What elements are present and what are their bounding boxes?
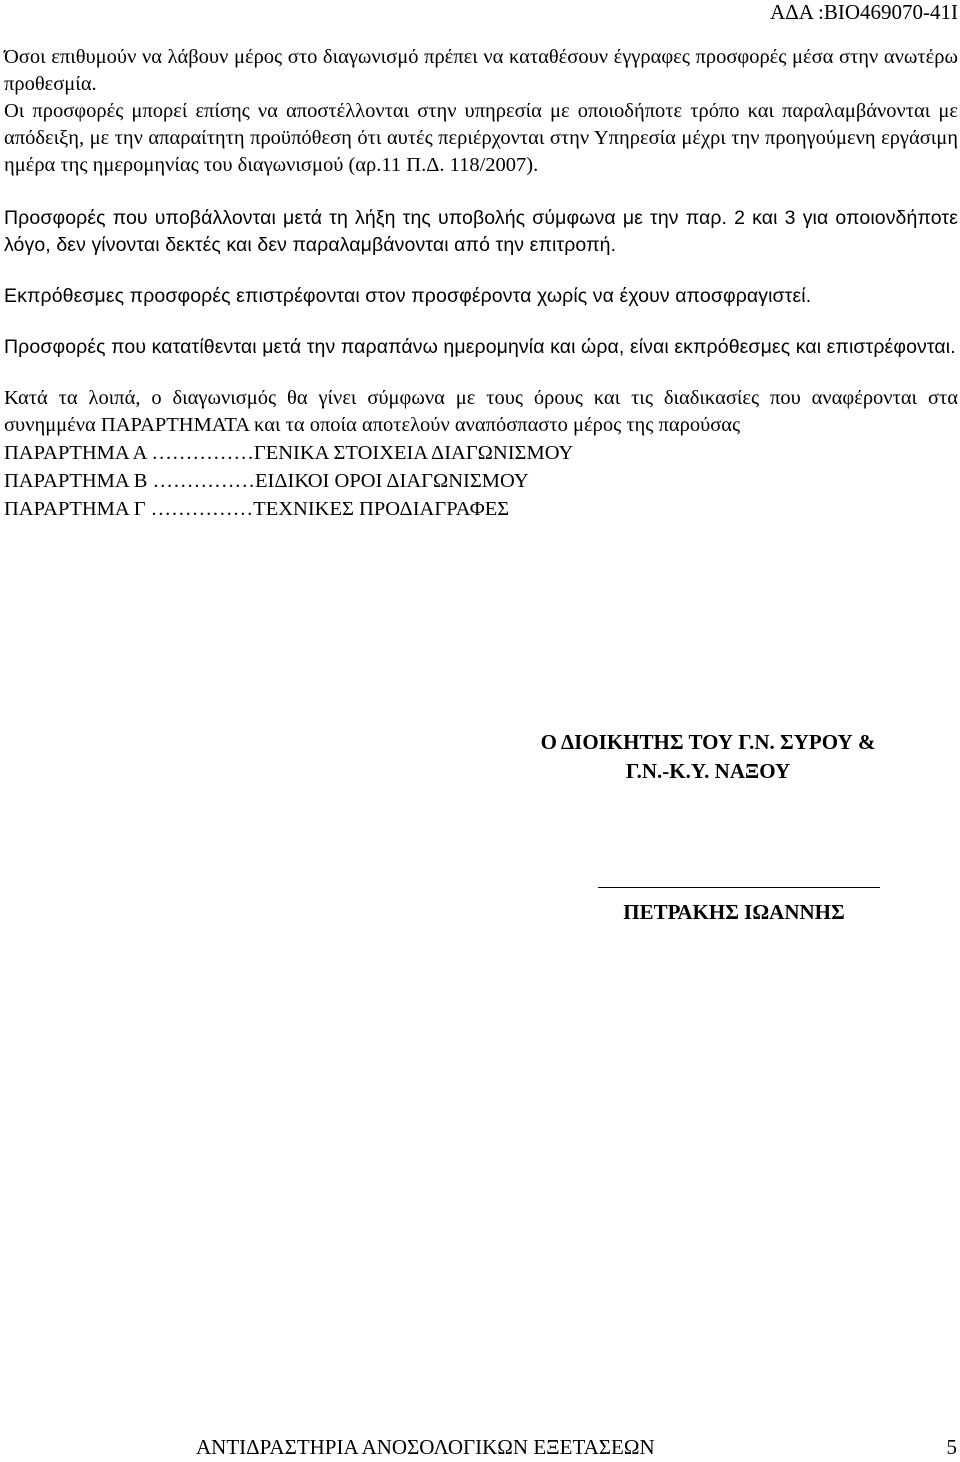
appendix-b: ΠΑΡΑΡΤΗΜΑ Β ……………ΕΙΔΙΚΟΙ ΟΡΟΙ ΔΙΑΓΩΝΙΣΜΟΥ xyxy=(4,470,529,492)
paragraph-submission: Όσοι επιθυμούν να λάβουν μέρος στο διαγωνισμό πρέπει να καταθέσουν έγγραφες προσφορές μέσα στην ανωτέρω προθεσμία. xyxy=(4,46,958,95)
signatory-title-line1: Ο ΔΙΟΙΚΗΤΗΣ ΤΟΥ Γ.Ν. ΣΥΡΟΥ & xyxy=(540,730,876,754)
spacer xyxy=(4,179,958,205)
document-body xyxy=(4,44,958,523)
appendix-a: ΠΑΡΑΡΤΗΜΑ Α ……………ΓΕΝΙΚΑ ΣΤΟΙΧΕΙΑ ΔΙΑΓΩΝΙΣΜΟΥ xyxy=(4,442,574,464)
appendix-c: ΠΑΡΑΡΤΗΜΑ Γ ……………ΤΕΧΝΙΚΕΣ ΠΡΟΔΙΑΓΡΑΦΕΣ xyxy=(4,498,510,520)
signatory-title-line2: Γ.Ν.-Κ.Υ. ΝΑΞΟΥ xyxy=(625,759,791,783)
signature-line xyxy=(598,887,880,888)
paragraph-deadline-offers: Προσφορές που κατατίθενται μετά την παραπάνω ημερομηνία και ώρα, είναι εκπρόθεσμες και επιστρέφονται. xyxy=(4,336,956,358)
page-number: 5 xyxy=(946,1435,957,1459)
spacer xyxy=(4,310,958,334)
paragraph-mailed-offers: Οι προσφορές μπορεί επίσης να αποστέλλονται στην υπηρεσία με οποιοδήποτε τρόπο και παραλαμβάνονται με απόδειξη, με την απαραίτητη προϋπόθεση ότι αυτές περιέρχονται στην Υπηρεσία μέχρι την προηγούμενη εργάσιμη ημέρα της ημερομηνίας του διαγωνισμού (αρ.11 Π.Δ. 118/2007). xyxy=(4,100,958,176)
paragraph-late-offers: Προσφορές που υποβάλλονται μετά τη λήξη της υποβολής σύμφωνα με την παρ. 2 και 3 για οποιονδήποτε λόγο, δεν γίνονται δεκτές και δεν παραλαμβάνονται από την επιτροπή. xyxy=(4,207,958,256)
paragraph-terms: Κατά τα λοιπά, ο διαγωνισμός θα γίνει σύμφωνα με τους όρους και τις διαδικασίες που αναφέρονται στα συνημμένα ΠΑΡΑΡΤΗΜΑΤΑ και τα οποία αποτελούν αναπόσπαστο μέρος της παρούσας xyxy=(4,387,958,436)
signatory-title xyxy=(498,728,918,786)
footer-title: ΑΝΤΙΔΡΑΣΤΗΡΙΑ ΑΝΟΣΟΛΟΓΙΚΩΝ ΕΞΕΤΑΣΕΩΝ xyxy=(196,1435,655,1459)
spacer xyxy=(4,361,958,385)
spacer xyxy=(4,259,958,283)
ada-code: ΑΔΑ :ΒΙΟ469070-41Ι xyxy=(770,0,958,24)
signatory-name: ΠΕΤΡΑΚΗΣ ΙΩΑΝΝΗΣ xyxy=(623,900,845,924)
paragraph-returned-offers: Εκπρόθεσμες προσφορές επιστρέφονται στον προσφέροντα χωρίς να έχουν αποσφραγιστεί. xyxy=(4,285,812,307)
